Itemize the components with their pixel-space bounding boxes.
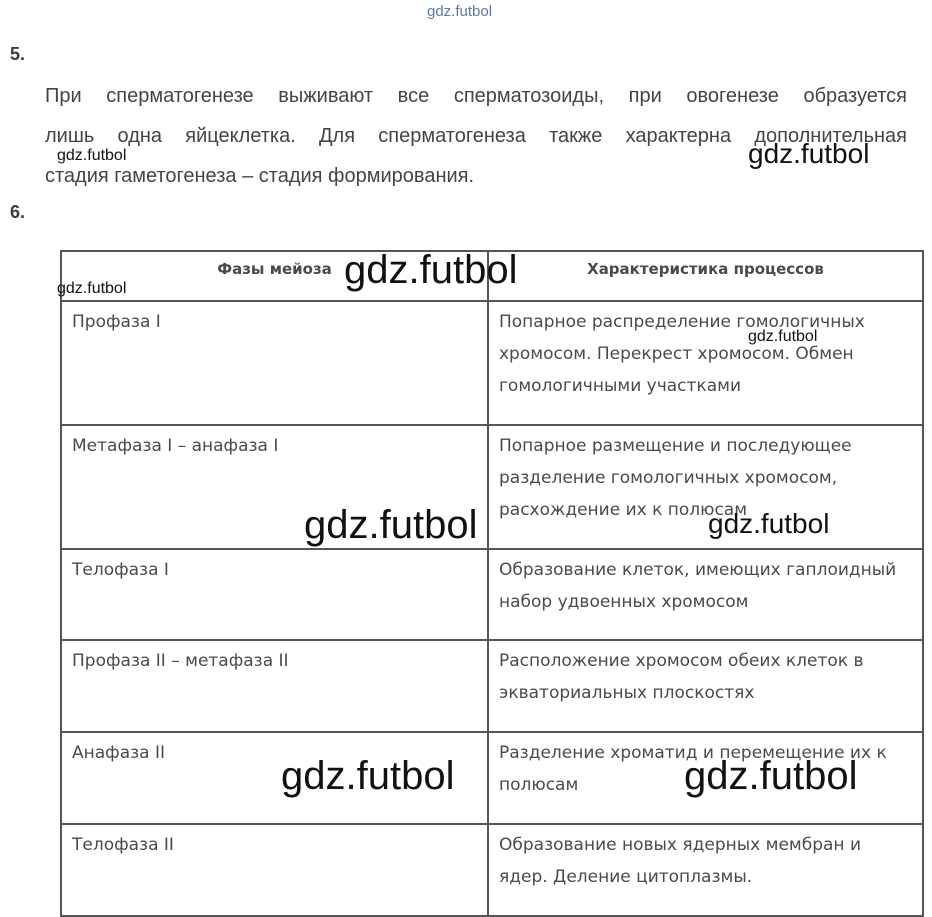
phase-cell: Анафаза II (61, 732, 488, 824)
phase-cell: Профаза I (61, 301, 488, 425)
watermark: gdz.futbol (57, 280, 127, 297)
answer-line-1: При сперматогенезе выживают все сперматозоиды, при овогенезе образуется (45, 85, 907, 107)
description-cell: Попарное размещение и последующее разделение гомологичных хромосом, расхождение их к полюсам (488, 425, 923, 549)
watermark: gdz.futbol (748, 328, 818, 345)
table-row (61, 824, 923, 916)
table-row (61, 301, 923, 425)
watermark: gdz.futbol (684, 754, 858, 798)
watermark: gdz.futbol (748, 138, 870, 169)
answer-line-2: лишь одна яйцеклетка. Для сперматогенеза также характерна дополнительная (45, 125, 907, 147)
table-header-row (61, 251, 923, 301)
meiosis-phases-table (60, 250, 924, 917)
watermark: gdz.futbol (281, 754, 455, 798)
question-5-number: 5. (10, 44, 26, 64)
header-phases: Фазы мейоза (61, 251, 488, 301)
table-row (61, 732, 923, 824)
watermark: gdz.futbol (708, 508, 830, 539)
table-row (61, 640, 923, 732)
watermark-header: gdz.futbol (427, 3, 493, 20)
question-6-number: 6. (10, 202, 26, 222)
phase-cell: Телофаза I (61, 549, 488, 640)
description-cell: Образование новых ядерных мембран и ядер. Деление цитоплазмы. (488, 824, 923, 916)
question-5-answer (45, 76, 907, 196)
phase-cell: Телофаза II (61, 824, 488, 916)
phase-cell: Профаза II – метафаза II (61, 640, 488, 732)
table-row (61, 549, 923, 640)
description-cell: Образование клеток, имеющих гаплоидный набор удвоенных хромосом (488, 549, 923, 640)
table-row (61, 425, 923, 549)
description-cell: Разделение хроматид и перемещение их к полюсам (488, 732, 923, 824)
answer-line-3: стадия гаметогенеза – стадия формирования. (45, 165, 475, 187)
watermark: gdz.futbol (57, 147, 127, 164)
phase-cell: Метафаза I – анафаза I (61, 425, 488, 549)
description-cell: Расположение хромосом обеих клеток в экваториальных плоскостях (488, 640, 923, 732)
header-characteristics: Характеристика процессов (488, 251, 923, 301)
watermark: gdz.futbol (344, 248, 518, 292)
description-cell: Попарное распределение гомологичных хромосом. Перекрест хромосом. Обмен гомологичными участками (488, 301, 923, 425)
watermark: gdz.futbol (304, 503, 478, 547)
